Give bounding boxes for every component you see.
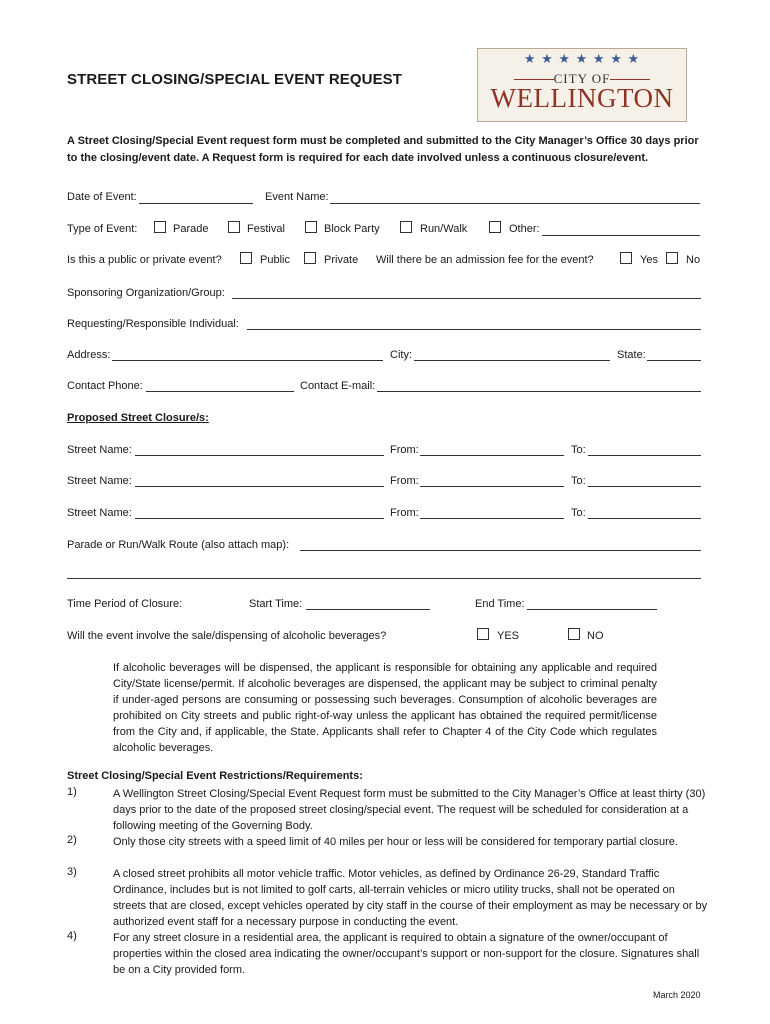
address-field[interactable]	[112, 360, 383, 361]
city-field[interactable]	[414, 360, 610, 361]
to-field-1[interactable]	[588, 455, 701, 456]
admission-fee-question: Will there be an admission fee for the event?	[376, 254, 594, 266]
block-party-checkbox[interactable]	[305, 221, 317, 233]
requirement-number-1: 1)	[67, 786, 77, 798]
parade-route-label: Parade or Run/Walk Route (also attach map):	[67, 539, 290, 551]
requirement-number-4: 4)	[67, 930, 77, 942]
footer-date: March 2020	[653, 990, 701, 1000]
street-name-field-3[interactable]	[135, 518, 384, 519]
to-field-2[interactable]	[588, 486, 701, 487]
event-name-label: Event Name:	[265, 191, 329, 203]
street-name-field-2[interactable]	[135, 486, 384, 487]
to-field-3[interactable]	[588, 518, 701, 519]
city-logo	[477, 48, 687, 122]
date-of-event-field[interactable]	[139, 203, 253, 204]
contact-phone-field[interactable]	[146, 391, 294, 392]
start-time-label: Start Time:	[249, 598, 303, 610]
to-label-2: To:	[571, 475, 586, 487]
state-field[interactable]	[647, 360, 701, 361]
requirement-text-4: For any street closure in a residential area, the applicant is required to obtain a signature of the owner/occupant of properties within the closed area indicating the owner/occupant’s support or non-support for the closure. Signatures shall be on a City provided form.	[113, 932, 700, 976]
admission-no-label: No	[686, 254, 701, 266]
contact-phone-label: Contact Phone:	[67, 380, 143, 392]
sponsoring-org-label: Sponsoring Organization/Group:	[67, 287, 225, 299]
parade-route-field-line-2[interactable]	[67, 578, 701, 579]
admission-yes-label: Yes	[640, 254, 658, 266]
event-name-field[interactable]	[330, 203, 700, 204]
requesting-individual-label: Requesting/Responsible Individual:	[67, 318, 239, 330]
private-checkbox[interactable]	[304, 252, 316, 264]
alcohol-paragraph: If alcoholic beverages will be dispensed, the applicant is responsible for obtaining any applicable and required City/State license/permit. If alcoholic beverages are dispensed, the applicant may be subject to criminal penalty if under-aged persons are consuming or possessing such beverages. Consumption of alcoholic beverages are prohibited on City streets and public right-of-way unless the applicant has obtained the required permit/license from the City and, if applicable, the State. Applicants shall refer to Chapter 4 of the City Code which regulates alcoholic beverages.	[113, 662, 657, 754]
to-label-3: To:	[571, 507, 586, 519]
start-time-field[interactable]	[306, 609, 430, 610]
requirement-text-2: Only those city streets with a speed limit of 40 miles per hour or less will be considered for temporary partial closure.	[113, 836, 678, 848]
from-label-2: From:	[390, 475, 419, 487]
requesting-individual-field[interactable]	[247, 329, 701, 330]
public-private-question: Is this a public or private event?	[67, 254, 222, 266]
form-title: STREET CLOSING/SPECIAL EVENT REQUEST	[67, 71, 403, 88]
from-field-3[interactable]	[420, 518, 564, 519]
street-name-label-1: Street Name:	[67, 444, 132, 456]
stars-icon: ★ ★ ★ ★ ★ ★ ★	[523, 51, 641, 66]
to-label-1: To:	[571, 444, 586, 456]
other-field[interactable]	[542, 235, 700, 236]
public-label: Public	[260, 254, 290, 266]
contact-email-field[interactable]	[377, 391, 701, 392]
street-name-field-1[interactable]	[135, 455, 384, 456]
private-label: Private	[324, 254, 359, 266]
admission-no-checkbox[interactable]	[666, 252, 678, 264]
date-of-event-label: Date of Event:	[67, 191, 137, 203]
street-name-label-3: Street Name:	[67, 507, 132, 519]
logo-city-of: CITY OF	[553, 71, 611, 86]
other-label: Other:	[509, 223, 540, 235]
address-label: Address:	[67, 349, 111, 361]
end-time-label: End Time:	[475, 598, 525, 610]
requirements-title: Street Closing/Special Event Restrictions/Requirements:	[67, 770, 363, 782]
proposed-closures-heading: Proposed Street Closure/s:	[67, 412, 209, 424]
street-name-label-2: Street Name:	[67, 475, 132, 487]
run-walk-label: Run/Walk	[420, 223, 468, 235]
festival-checkbox[interactable]	[228, 221, 240, 233]
state-label: State:	[617, 349, 646, 361]
from-label-3: From:	[390, 507, 419, 519]
from-field-2[interactable]	[420, 486, 564, 487]
other-checkbox[interactable]	[489, 221, 501, 233]
time-period-label: Time Period of Closure:	[67, 598, 183, 610]
type-of-event-label: Type of Event:	[67, 223, 138, 235]
city-label: City:	[390, 349, 412, 361]
parade-route-field[interactable]	[300, 550, 701, 551]
contact-email-label: Contact E-mail:	[300, 380, 376, 392]
requirement-text-1: A Wellington Street Closing/Special Event Request form must be submitted to the City Manager’s Office at least thirty (30) days prior to the date of the proposed street closing/special event. The request will be scheduled for consideration at a following meeting of the Governing Body.	[113, 788, 706, 832]
requirement-number-2: 2)	[67, 834, 77, 846]
end-time-field[interactable]	[527, 609, 657, 610]
requirement-number-3: 3)	[67, 866, 77, 878]
parade-checkbox[interactable]	[154, 221, 166, 233]
alcohol-no-label: NO	[587, 630, 604, 642]
block-party-label: Block Party	[324, 223, 380, 235]
public-checkbox[interactable]	[240, 252, 252, 264]
festival-label: Festival	[247, 223, 285, 235]
sponsoring-org-field[interactable]	[232, 298, 701, 299]
alcohol-question: Will the event involve the sale/dispensing of alcoholic beverages?	[67, 630, 387, 642]
admission-yes-checkbox[interactable]	[620, 252, 632, 264]
alcohol-no-checkbox[interactable]	[568, 628, 580, 640]
requirement-text-3: A closed street prohibits all motor vehicle traffic. Motor vehicles, as defined by Ordinance 26-29, Standard Traffic Ordinance, includes but is not limited to golf carts, all-terrain vehicles or micro utility trucks, shall not be operated on streets that are closed, except vehicles operated by city staff in the course of their employment as may be necessary or by authorized event staff for a necessary purpose in conducting the event.	[113, 868, 708, 928]
logo-city-name: WELLINGTON	[490, 83, 674, 113]
alcohol-yes-checkbox[interactable]	[477, 628, 489, 640]
run-walk-checkbox[interactable]	[400, 221, 412, 233]
from-label-1: From:	[390, 444, 419, 456]
from-field-1[interactable]	[420, 455, 564, 456]
intro-text: A Street Closing/Special Event request form must be completed and submitted to the City Manager’s Office 30 days prior to the closing/event date. A Request form is required for each date involved unless a continuous closure/event.	[67, 135, 699, 164]
parade-label: Parade	[173, 223, 209, 235]
alcohol-yes-label: YES	[497, 630, 520, 642]
